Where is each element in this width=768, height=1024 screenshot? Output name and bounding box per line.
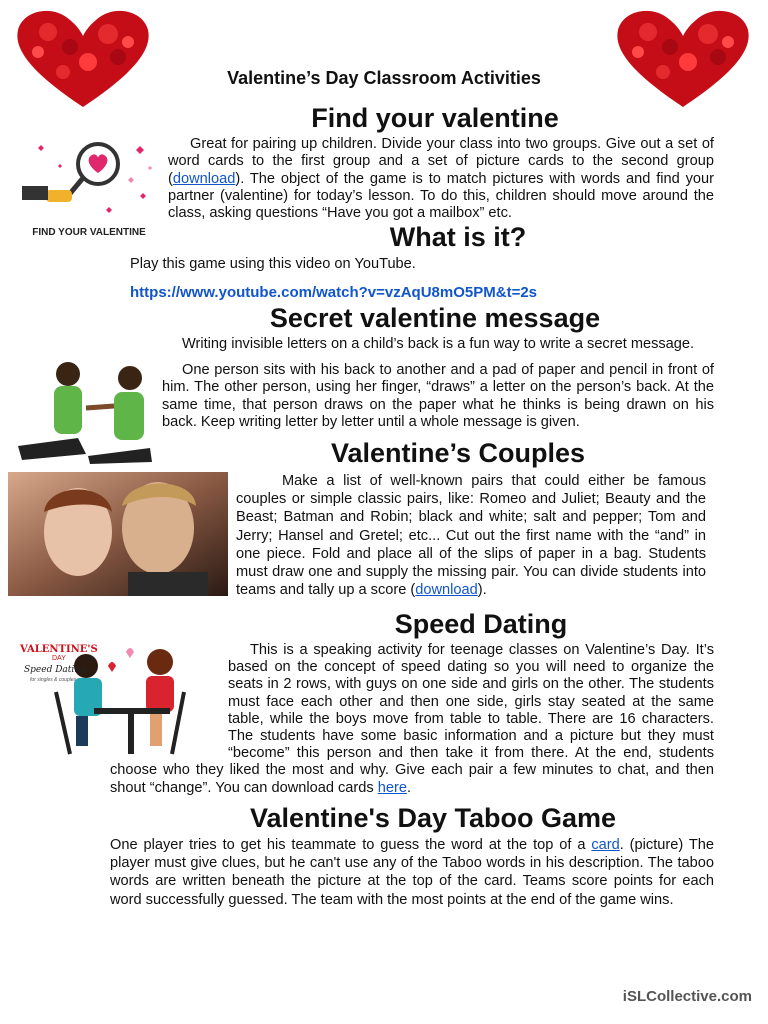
speed-dating-text-float-spacer: [110, 642, 228, 762]
secret-message-text: One person sits with his back to another and a pad of paper and pencil in front of him. The other person, using her finger, “draws” a letter on the person’s back. At the same time, that person draws on the paper what he thinks is being drawn on his back. Keep writing letter by letter until a whole message is given.: [162, 362, 714, 430]
find-your-valentine-image: [18, 136, 160, 240]
islcollective-watermark: iSLCollective.com: [622, 988, 752, 1005]
taboo-card-link[interactable]: card: [591, 837, 620, 853]
heading-secret-valentine-message: Secret valentine message: [269, 303, 601, 333]
taboo-text-part2: . (picture) The player must give clues, but he can't use any of the Taboo words in his description. The taboo words are written beneath the picture at the top of the card. Teams score points for each word successfully guessed. The team with the most points at the end of the game wins.: [110, 837, 714, 908]
find-your-valentine-text-part1: Great for pairing up children. Divide your class into two groups. Give out a set of word cards to the first group and a set of picture cards to the second group (: [168, 136, 714, 187]
heading-what-is-it: What is it?: [389, 222, 527, 252]
speed-dating-image-tagline: for singles & couples: [30, 677, 77, 683]
speed-dating-text-block: [110, 642, 714, 794]
speed-dating-text: [110, 642, 714, 797]
speed-dating-image-title: VALENTINE'S: [20, 644, 98, 655]
download-link-word-cards[interactable]: download: [172, 170, 236, 187]
download-link-speed-dating-cards[interactable]: here: [377, 779, 407, 796]
taboo-text-part1: One player tries to get his teammate to guess the word at the top of a: [110, 837, 592, 853]
couples-text-part1: Make a list of well-known pairs that could either be famous couples or simple classic pairs, like: Romeo and Juliet; Beauty and the Beast; Batman and Robin; black and white; salt and pepper; Tom and Jerry; Hansel and Gretel; etc... Cut out the first name with the “and” in one piece. Fold and place all of the slips of paper in a bag. Students must draw one and supply the missing pair. You can divide students into teams and tally up a score (: [236, 473, 706, 599]
couples-text-part2: ).: [477, 582, 487, 599]
find-your-valentine-caption: FIND YOUR VALENTINE: [32, 227, 146, 238]
heading-speed-dating: Speed Dating: [394, 609, 568, 639]
heading-valentines-couples: Valentine’s Couples: [330, 438, 586, 468]
find-your-valentine-text: [168, 136, 714, 222]
youtube-video-link[interactable]: https://www.youtube.com/watch?v=vzAqU8mO5PM&t=2s: [130, 284, 538, 301]
what-is-it-text: Play this game using this video on YouTube.: [130, 256, 416, 272]
heading-find-your-valentine: Find your valentine: [311, 103, 559, 133]
secret-message-intro: Writing invisible letters on a child’s back is a fun way to write a secret message.: [182, 336, 695, 352]
speed-dating-text-part2: .: [406, 779, 412, 796]
speed-dating-image-day: DAY: [52, 655, 66, 662]
romantic-couple-photo: [8, 472, 228, 596]
children-drawing-on-back-image: [8, 356, 156, 468]
heading-valentines-day-taboo-game: Valentine's Day Taboo Game: [249, 803, 617, 833]
rose-heart-right-image: [608, 2, 758, 112]
taboo-game-text: [110, 836, 714, 909]
valentines-couples-text: [236, 472, 706, 599]
download-link-couples[interactable]: download: [415, 582, 478, 599]
speed-dating-image-subtitle: Speed Dating: [24, 665, 86, 675]
rose-heart-left-image: [8, 2, 158, 112]
find-your-valentine-text-part2: ). The object of the game is to match pictures with words and find your partner (valentine) for today’s lesson. To do this, children should move around the class, asking questions “Have you got a mailbox” etc.: [168, 170, 714, 222]
document-title: Valentine’s Day Classroom Activities: [227, 68, 541, 88]
speed-dating-text-part1: This is a speaking activity for teenage classes on Valentine’s Day. It’s based on the concept of speed dating so you will need to organize the seats in 2 rows, with guys on one side and girls on the other. The students must face each other and then one side, girls stay seated at the same table, while the boys move from table to table. There are 16 characters. The students have some basic information and a picture but they must “become” this person and then take it from there. At the end, students choose who they liked the most and why. Give each pair a few minutes to chat, and then shout “change”. You can download cards: [110, 642, 714, 796]
